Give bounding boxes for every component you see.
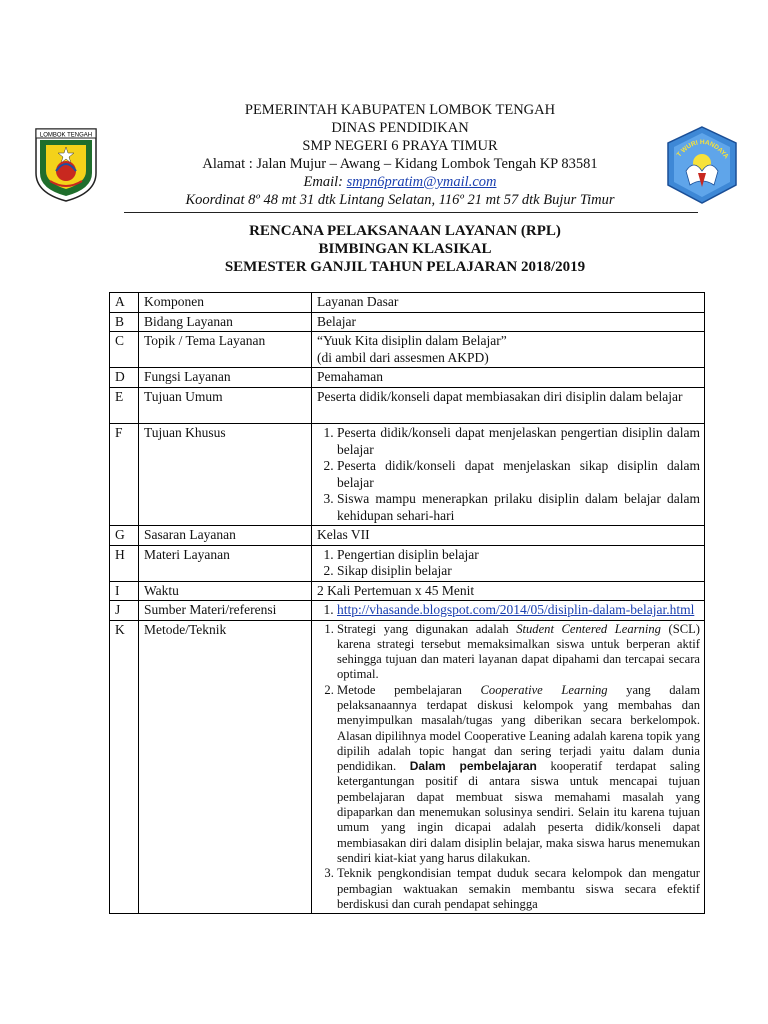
row-code: J (110, 601, 139, 621)
table-row (110, 620, 705, 914)
row-code: F (110, 424, 139, 526)
method-text: kooperatif terdapat saling ketergantungan positif di antara siswa untuk mencapai tujuan pembelajaran dapat membuat siswa memahami masalah yang dipaparkan dan menemukan solusinya sendiri. Selain itu karena tujuan umum yang ingin dicapai adalah peserta didik/konseli dapat membiasakan diri dalam disiplin belajar, maka siswa harus menemukan sendiri kiat-kiat yang harus dilakukan. (337, 759, 700, 865)
row-label: Waktu (139, 581, 312, 601)
letterhead (120, 101, 680, 209)
government-line: PEMERINTAH KABUPATEN LOMBOK TENGAH (244, 102, 556, 118)
row-label: Topik / Tema Layanan (139, 332, 312, 368)
topic-source: (di ambil dari assesmen AKPD) (317, 349, 489, 365)
table-row (110, 601, 705, 621)
list-item: 1. Peserta didik/konseli dapat menjelaskan pengertian disiplin dalam belajar (337, 425, 700, 458)
row-label: Materi Layanan (139, 545, 312, 581)
row-value: Kelas VII (312, 526, 705, 546)
reference-link[interactable]: http://vhasande.blogspot.com/2014/05/disiplin-dalam-belajar.html (337, 602, 695, 617)
coordinates-line: Koordinat 8º 48 mt 31 dtk Lintang Selatan, 116º 21 mt 57 dtk Bujur Timur (185, 192, 615, 208)
row-code: K (110, 620, 139, 914)
list-item (337, 622, 700, 683)
method-text: (SCL) karena strategi tersebut memaksimalkan siswa untuk berperan aktif sehingga tujuan dan materi layanan dapat dipahami dan tercapai secara optimal. (337, 621, 700, 682)
reference-list (317, 602, 700, 619)
row-code: B (110, 312, 139, 332)
row-value (312, 332, 705, 368)
list-item (337, 602, 700, 619)
row-value: Pemahaman (312, 368, 705, 388)
svg-text:LOMBOK TENGAH: LOMBOK TENGAH (39, 132, 93, 139)
method-text: Strategi yang digunakan adalah (337, 621, 517, 636)
table-row (110, 387, 705, 424)
row-value: 2 Kali Pertemuan x 45 Menit (312, 581, 705, 601)
table-row (110, 545, 705, 581)
table-row (110, 368, 705, 388)
lombok-tengah-logo (34, 127, 98, 203)
table-row (110, 581, 705, 601)
method-emphasis: Student Centered Learning (516, 621, 661, 636)
row-label: Sasaran Layanan (139, 526, 312, 546)
method-emphasis: Cooperative Learning (480, 682, 608, 697)
email-label: Email: (303, 174, 347, 190)
email-line (120, 173, 680, 191)
list-item (337, 683, 700, 867)
row-value: Peserta didik/konseli dapat membiasakan diri disiplin dalam belajar (312, 387, 705, 424)
title-line-3: SEMESTER GANJIL TAHUN PELAJARAN 2018/2019 (224, 259, 586, 275)
list-item: 1. Pengertian disiplin belajar (337, 547, 700, 564)
title-line-2: BIMBINGAN KLASIKAL (318, 241, 492, 257)
row-value (312, 424, 705, 526)
table-row (110, 312, 705, 332)
row-code: I (110, 581, 139, 601)
material-list (317, 547, 700, 580)
method-strong: Dalam pembelajaran (409, 759, 537, 774)
row-label: Metode/Teknik (139, 620, 312, 914)
method-text: Metode pembelajaran (337, 682, 481, 697)
specific-goals-list (317, 425, 700, 524)
list-item: 2. Peserta didik/konseli dapat menjelaskan sikap disiplin dalam belajar (337, 458, 700, 491)
email-link[interactable]: smpn6pratim@ymail.com (346, 174, 497, 190)
row-code: D (110, 368, 139, 388)
school-name: SMP NEGERI 6 PRAYA TIMUR (302, 138, 498, 154)
list-item: 3. Teknik pengkondisian tempat duduk secara kelompok dan mengatur pembagian waktuakan semakin membantu siswa secara efektif berdiskusi dan curah pendapat sehingga (337, 866, 700, 912)
list-item: 3. Siswa mampu menerapkan prilaku disiplin dalam belajar dalam kehidupan sehari-hari (337, 491, 700, 524)
row-code: G (110, 526, 139, 546)
address-line: Alamat : Jalan Mujur – Awang – Kidang Lombok Tengah KP 83581 (202, 156, 598, 172)
method-text: yang dalam pelaksanaannya terdapat diskusi kelompok yang membahas dan menyimpulkan masalah/tugas yang diberikan secara berkelompok. Alasan dipilihnya model Cooperative Leaning adalah karena topik yang dipilih adalah topic hangat dan sering terjadi yaitu dalam dunia pendidikan. (337, 682, 700, 774)
row-code: E (110, 387, 139, 424)
row-code: H (110, 545, 139, 581)
table-row (110, 293, 705, 313)
svg-text:TUT WURI HANDAYANI: T WURI HANDAYA (675, 138, 730, 161)
list-item: 2. Sikap disiplin belajar (337, 563, 700, 580)
rpl-table (109, 292, 705, 914)
table-row (110, 332, 705, 368)
row-value (312, 620, 705, 914)
row-value (312, 601, 705, 621)
row-label: Sumber Materi/referensi (139, 601, 312, 621)
topic-text: “Yuuk Kita disiplin dalam Belajar” (317, 333, 507, 348)
office-line: DINAS PENDIDIKAN (331, 120, 469, 136)
method-list (317, 622, 700, 913)
table-row (110, 424, 705, 526)
header-divider (124, 212, 698, 213)
row-value: Belajar (312, 312, 705, 332)
row-label: Fungsi Layanan (139, 368, 312, 388)
title-line-1: RENCANA PELAKSANAAN LAYANAN (RPL) (249, 223, 561, 239)
row-value (312, 545, 705, 581)
row-label: Bidang Layanan (139, 312, 312, 332)
row-code: C (110, 332, 139, 368)
row-label: Tujuan Umum (139, 387, 312, 424)
row-value: Layanan Dasar (312, 293, 705, 313)
document-title (100, 222, 710, 276)
row-code: A (110, 293, 139, 313)
row-label: Komponen (139, 293, 312, 313)
table-row (110, 526, 705, 546)
row-label: Tujuan Khusus (139, 424, 312, 526)
